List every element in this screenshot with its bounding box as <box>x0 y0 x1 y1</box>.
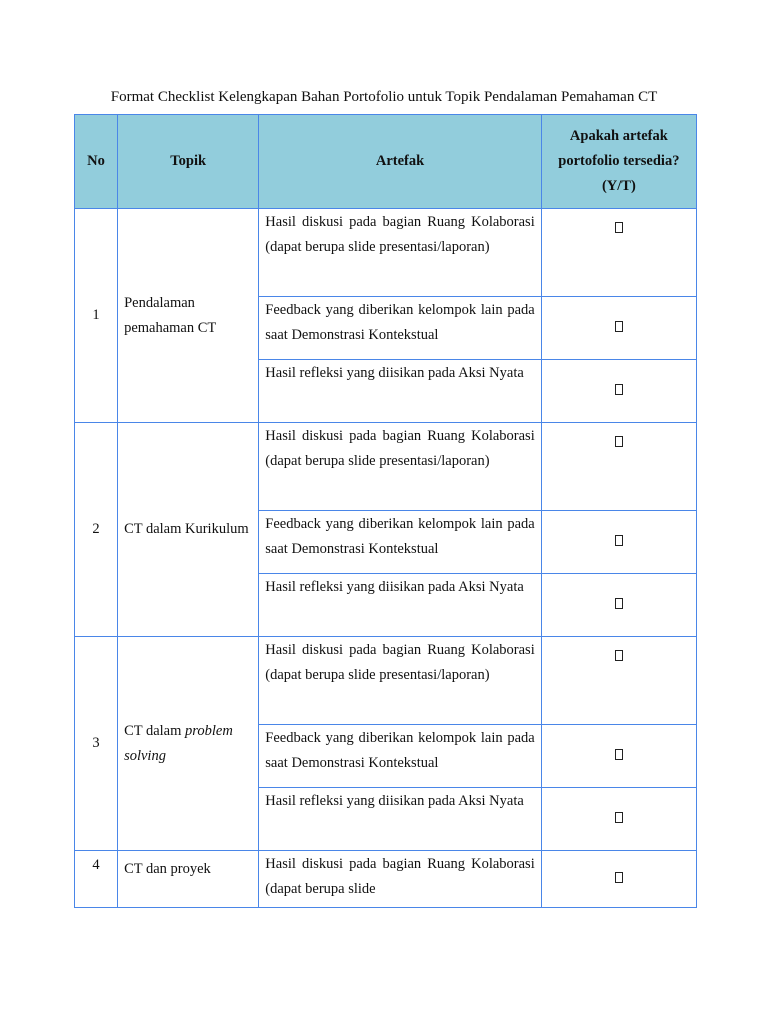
artefact-discussion: Hasil diskusi pada bagian Ruang Kolaborasi (dapat berupa slide presentasi/laporan) <box>259 209 541 297</box>
artefact-discussion: Hasil diskusi pada bagian Ruang Kolaborasi (dapat berupa slide <box>259 851 541 908</box>
table-header-row <box>75 115 697 209</box>
table-row <box>75 423 697 511</box>
header-availability: Apakah artefak portofolio tersedia? (Y/T) <box>541 115 696 209</box>
artefact-feedback: Feedback yang diberikan kelompok lain pada saat Demonstrasi Kontekstual <box>259 725 541 788</box>
row-number: 3 <box>75 637 118 851</box>
availability-cell[interactable] <box>541 511 696 574</box>
table-row <box>75 209 697 297</box>
row-topic <box>118 637 259 851</box>
availability-cell[interactable] <box>541 725 696 788</box>
availability-cell[interactable] <box>541 788 696 851</box>
availability-cell[interactable] <box>541 423 696 511</box>
artefact-reflection: Hasil refleksi yang diisikan pada Aksi Nyata <box>259 574 541 637</box>
empty-checkbox-icon[interactable] <box>615 535 623 546</box>
row-topic-prefix: CT dalam <box>124 722 186 739</box>
header-topik: Topik <box>118 115 259 209</box>
empty-checkbox-icon[interactable] <box>615 222 623 233</box>
header-no: No <box>75 115 118 209</box>
row-number: 4 <box>75 851 118 908</box>
row-number: 1 <box>75 209 118 423</box>
artefact-reflection: Hasil refleksi yang diisikan pada Aksi Nyata <box>259 360 541 423</box>
row-topic: CT dalam Kurikulum <box>118 423 259 637</box>
artefact-discussion: Hasil diskusi pada bagian Ruang Kolaborasi (dapat berupa slide presentasi/laporan) <box>259 637 541 725</box>
table-row <box>75 851 697 908</box>
row-number: 2 <box>75 423 118 637</box>
artefact-feedback: Feedback yang diberikan kelompok lain pada saat Demonstrasi Kontekstual <box>259 297 541 360</box>
availability-cell[interactable] <box>541 360 696 423</box>
availability-cell[interactable] <box>541 209 696 297</box>
portfolio-checklist-table <box>74 114 697 908</box>
artefact-discussion: Hasil diskusi pada bagian Ruang Kolaborasi (dapat berupa slide presentasi/laporan) <box>259 423 541 511</box>
empty-checkbox-icon[interactable] <box>615 872 623 883</box>
availability-cell[interactable] <box>541 637 696 725</box>
artefact-feedback: Feedback yang diberikan kelompok lain pada saat Demonstrasi Kontekstual <box>259 511 541 574</box>
row-topic: Pendalaman pemahaman CT <box>118 209 259 423</box>
empty-checkbox-icon[interactable] <box>615 749 623 760</box>
header-artefak: Artefak <box>259 115 541 209</box>
empty-checkbox-icon[interactable] <box>615 650 623 661</box>
availability-cell[interactable] <box>541 574 696 637</box>
empty-checkbox-icon[interactable] <box>615 321 623 332</box>
row-topic-italic: problem solving <box>124 722 233 764</box>
empty-checkbox-icon[interactable] <box>615 812 623 823</box>
empty-checkbox-icon[interactable] <box>615 598 623 609</box>
document-title: Format Checklist Kelengkapan Bahan Portofolio untuk Topik Pendalaman Pemahaman CT <box>110 89 658 105</box>
table-row <box>75 637 697 725</box>
artefact-reflection: Hasil refleksi yang diisikan pada Aksi Nyata <box>259 788 541 851</box>
availability-cell[interactable] <box>541 851 696 908</box>
empty-checkbox-icon[interactable] <box>615 436 623 447</box>
row-topic: CT dan proyek <box>118 851 259 908</box>
availability-cell[interactable] <box>541 297 696 360</box>
empty-checkbox-icon[interactable] <box>615 384 623 395</box>
